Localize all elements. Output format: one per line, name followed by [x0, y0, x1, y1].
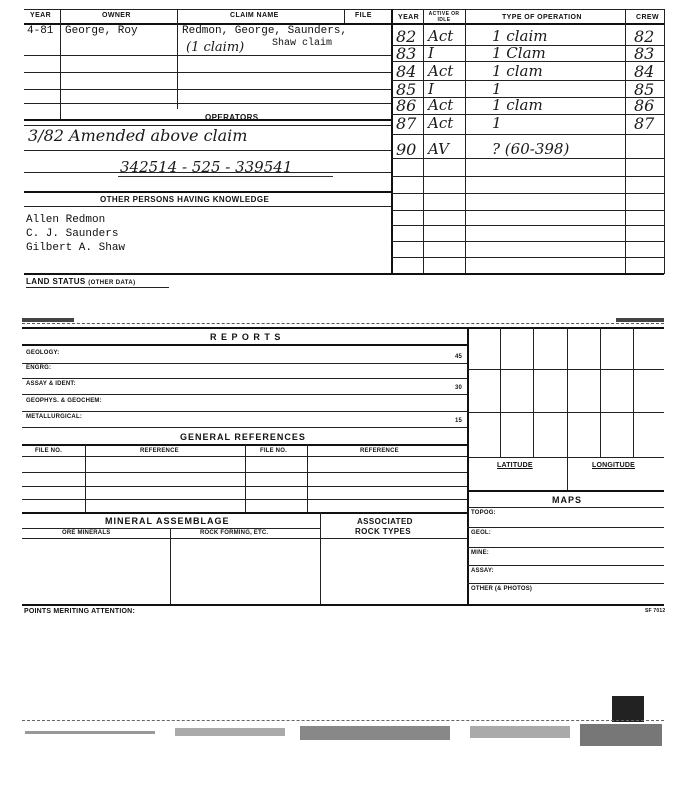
map-row-label: OTHER (& PHOTOS) — [471, 586, 533, 592]
operation-type: 1 claim — [492, 27, 548, 45]
operators-label: OPERATORS — [205, 113, 259, 122]
rule — [391, 9, 393, 274]
rule — [391, 210, 664, 211]
operation-year: 84 — [396, 62, 417, 81]
report-number: 15 — [455, 418, 463, 424]
rule — [467, 547, 664, 548]
land-status-label — [26, 277, 136, 286]
rule — [24, 72, 391, 73]
rule — [391, 257, 664, 258]
operation-status: Act — [428, 114, 454, 132]
handwritten-underline — [118, 176, 333, 177]
operation-year: 82 — [396, 27, 417, 46]
report-number: 45 — [455, 354, 463, 360]
general-references-title: GENERAL REFERENCES — [180, 432, 306, 442]
form-code: SF 7012 — [645, 608, 666, 614]
operation-type: 1 clam — [492, 62, 543, 80]
operation-year: 85 — [396, 80, 417, 99]
rock-forming-label: ROCK FORMING, ETC. — [200, 530, 269, 536]
grid-line — [467, 412, 664, 413]
rule — [391, 241, 664, 242]
rule — [467, 490, 664, 492]
grid-line — [533, 327, 534, 457]
scan-artifact — [470, 726, 570, 738]
scan-artifact — [616, 318, 664, 322]
rule — [22, 512, 467, 514]
rule — [22, 538, 467, 539]
grid-line — [500, 327, 501, 457]
rule — [344, 9, 345, 23]
rule — [22, 344, 467, 346]
other-person-1: Allen Redmon — [26, 214, 106, 226]
longitude-label: LONGITUDE — [592, 462, 636, 469]
land-status-sub: (OTHER DATA) — [88, 280, 136, 286]
gr-reference-2: REFERENCE — [360, 448, 399, 454]
rule — [22, 604, 664, 606]
other-person-2: C. J. Saunders — [26, 228, 119, 240]
claim-number: 342514 - 525 - 339541 — [120, 158, 293, 176]
mineral-assemblage-title: MINERAL ASSEMBLAGE — [105, 516, 230, 526]
operators-note: 3/82 Amended above claim — [28, 126, 248, 145]
operation-type: 1 clam — [492, 96, 543, 114]
report-label: GEOPHYS. & GEOCHEM: — [26, 398, 102, 404]
operation-crew: 87 — [634, 114, 655, 133]
operation-type: 1 Clam — [492, 44, 546, 62]
rule — [467, 583, 664, 584]
reports-title: R E P O R T S — [210, 332, 282, 342]
map-row-label: MINE: — [471, 550, 489, 556]
operation-year: 83 — [396, 44, 417, 63]
rule — [320, 512, 321, 604]
operation-status: I — [428, 44, 434, 62]
scan-artifact — [25, 731, 155, 734]
rule — [22, 394, 467, 395]
scan-artifact — [22, 318, 74, 322]
rule — [24, 103, 391, 104]
rule — [245, 444, 246, 512]
rule — [664, 9, 665, 274]
rule — [22, 720, 664, 721]
map-row-label: ASSAY: — [471, 568, 494, 574]
gr-file-no-2: FILE NO. — [260, 448, 287, 454]
gr-reference: REFERENCE — [140, 448, 179, 454]
operation-status: Act — [428, 96, 454, 114]
rule — [85, 444, 86, 512]
rule — [24, 89, 391, 90]
grid-line — [567, 457, 568, 490]
operation-crew: 84 — [634, 62, 655, 81]
points-label: POINTS MERITING ATTENTION: — [24, 608, 135, 615]
operation-year: 87 — [396, 114, 417, 133]
rule — [467, 565, 664, 566]
associated-label: ASSOCIATED — [357, 517, 413, 526]
report-label: GEOLOGY: — [26, 350, 60, 356]
rule — [24, 206, 391, 207]
header-crew: CREW — [636, 14, 659, 21]
grid-line — [567, 327, 568, 457]
rule — [22, 323, 664, 324]
scan-artifact — [300, 726, 450, 740]
rule — [24, 191, 391, 193]
header-year-right: YEAR — [398, 14, 420, 21]
rule — [391, 158, 664, 159]
claim-name-line1: Redmon, George, Saunders, — [182, 25, 348, 37]
other-persons-label: OTHER PERSONS HAVING KNOWLEDGE — [100, 195, 270, 204]
rule — [24, 273, 664, 275]
rule — [22, 528, 320, 529]
operation-status: AV — [428, 140, 449, 158]
rule — [177, 9, 178, 109]
rule — [391, 225, 664, 226]
rock-types-label: ROCK TYPES — [355, 527, 412, 536]
map-row-label: TOPOG: — [471, 510, 496, 516]
rule — [22, 378, 467, 379]
scan-artifact — [175, 728, 285, 736]
operation-type: 1 — [492, 80, 502, 98]
grid-line — [467, 457, 664, 458]
header-owner: OWNER — [102, 12, 131, 19]
land-status-text: LAND STATUS — [26, 277, 86, 286]
rule — [22, 411, 467, 412]
operation-crew: 86 — [634, 96, 655, 115]
claim-owner: George, Roy — [65, 25, 138, 37]
rule — [24, 55, 391, 56]
report-label: ENGRG: — [26, 365, 52, 371]
header-claim-name: CLAIM NAME — [230, 12, 279, 19]
rule — [170, 528, 171, 604]
gr-file-no: FILE NO. — [35, 448, 62, 454]
grid-line — [467, 369, 664, 370]
claim-count-note: (1 claim) — [186, 40, 245, 55]
claim-name-line2: Shaw claim — [272, 38, 333, 49]
rule — [26, 287, 169, 288]
scan-artifact — [612, 696, 644, 722]
rule — [391, 193, 664, 194]
operation-status: I — [428, 80, 434, 98]
operation-type: ? (60-398) — [492, 140, 570, 158]
rule — [391, 176, 664, 177]
rule — [467, 507, 664, 508]
other-person-3: Gilbert A. Shaw — [26, 242, 126, 254]
rule — [423, 9, 424, 274]
grid-line — [600, 327, 601, 457]
grid-line — [633, 327, 634, 457]
operation-year: 90 — [396, 140, 417, 159]
header-year: YEAR — [30, 12, 52, 19]
operation-crew: 83 — [634, 44, 655, 63]
rule — [22, 363, 467, 364]
ore-minerals-label: ORE MINERALS — [62, 530, 111, 536]
operation-status: Act — [428, 27, 454, 45]
rule — [467, 527, 664, 528]
report-label: ASSAY & IDENT: — [26, 381, 76, 387]
operation-status: Act — [428, 62, 454, 80]
scan-artifact — [580, 724, 662, 746]
map-row-label: GEOL: — [471, 530, 491, 536]
rule — [24, 150, 391, 151]
operation-year: 86 — [396, 96, 417, 115]
rule — [307, 444, 308, 512]
rule — [465, 9, 466, 274]
claim-year: 4-81 — [27, 25, 54, 37]
operation-type: 1 — [492, 114, 502, 132]
header-active-or-idle: ACTIVE OR IDLE — [428, 11, 460, 23]
rule — [625, 9, 626, 274]
rule — [391, 134, 664, 135]
operation-crew: 85 — [634, 80, 655, 99]
header-type-of-operation: TYPE OF OPERATION — [502, 14, 582, 21]
maps-title: MAPS — [552, 495, 583, 505]
rule — [22, 427, 467, 428]
report-number: 30 — [455, 385, 463, 391]
latitude-label: LATITUDE — [497, 462, 533, 469]
operation-crew: 82 — [634, 27, 655, 46]
header-file: FILE — [355, 12, 372, 19]
report-label: METALLURGICAL: — [26, 414, 83, 420]
